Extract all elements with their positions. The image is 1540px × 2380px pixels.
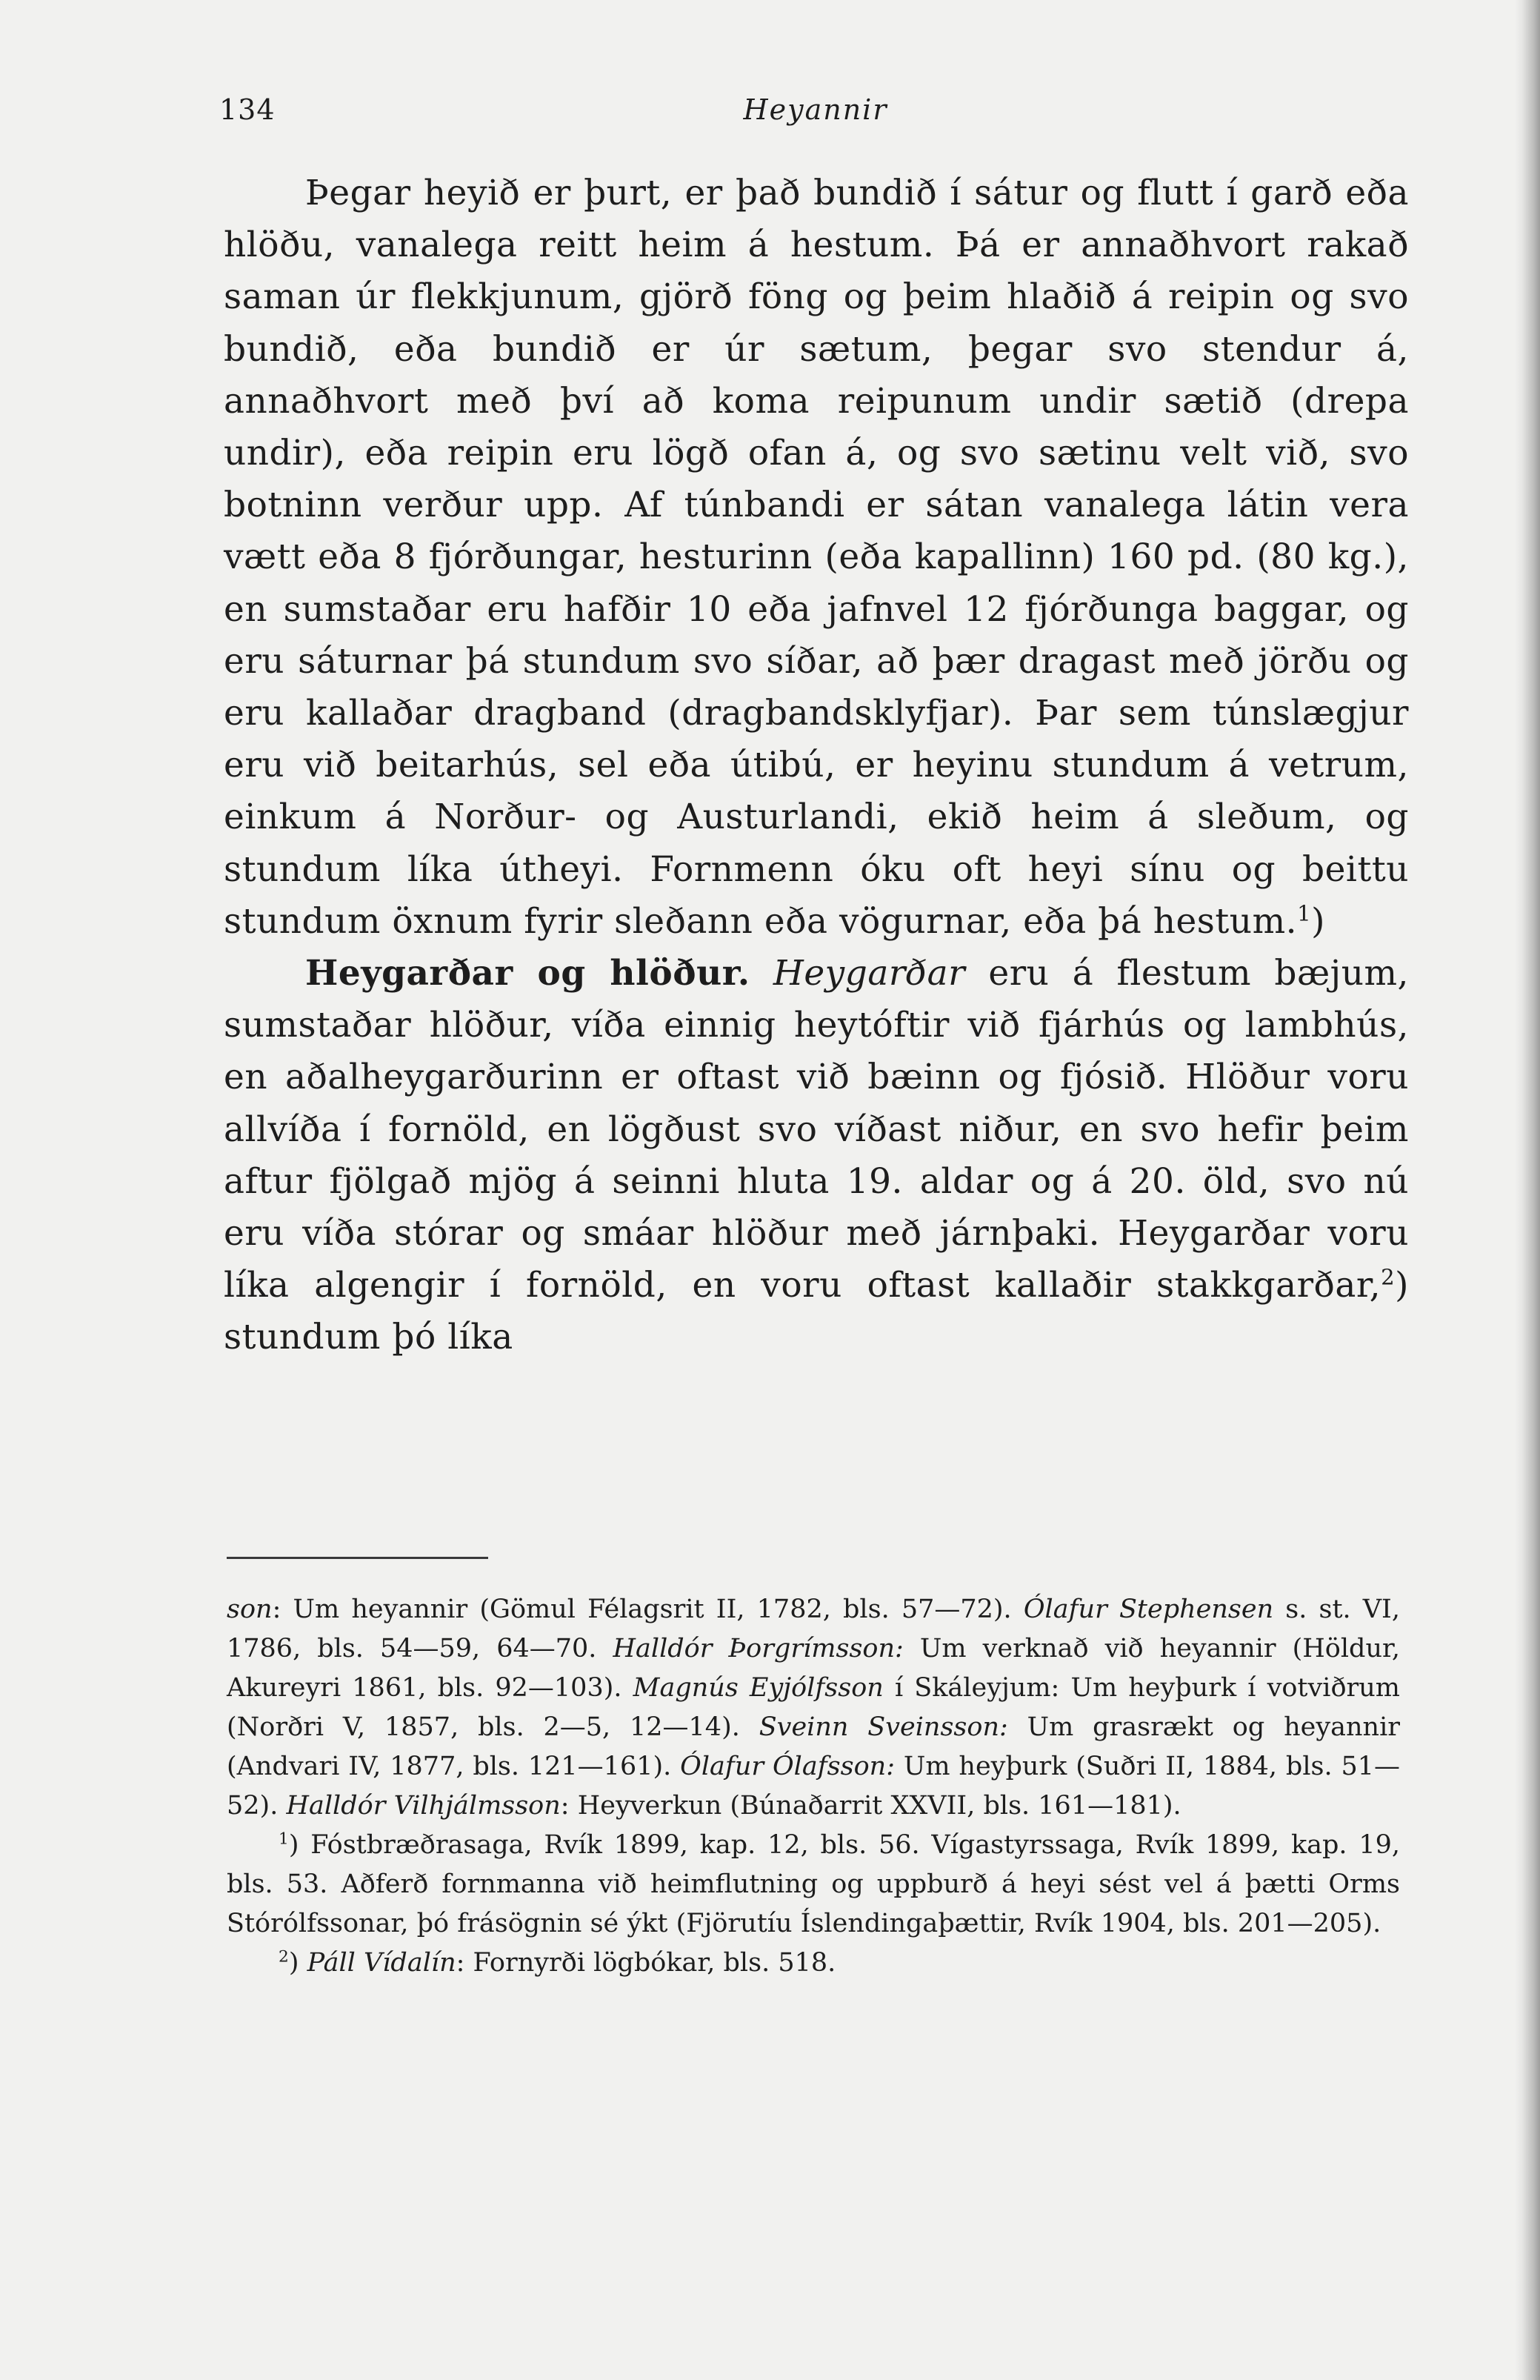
author-name: Halldór Þorgrímsson:: [613, 1634, 904, 1663]
author-name: son: [227, 1595, 273, 1624]
paragraph-text: eru á flestum bæjum, sumstaðar hlöður, víða einnig heytóftir við fjárhús og lambhús, en aðalheygarðurinn er oftast við bæinn og fjósið. Hlöður voru allvíða í fornöld, en lögðust svo víðast niður, en svo hefir þeim aftur fjölgað mjög á seinni hluta 19. aldar og á 20. öld, svo nú eru víða stórar og smáar hlöður með járnþaki. Heygarðar voru líka algengir í fornöld, en voru oftast kallaðir stakkgarðar,: [224, 953, 1409, 1306]
footnote-text: : Um heyannir (Gömul Félagsrit II, 1782, bls. 57—72).: [272, 1595, 1024, 1624]
footnote-text: : Fornyrði lögbókar, bls. 518.: [456, 1948, 836, 1978]
footnote-mark: 1: [279, 1829, 289, 1849]
paragraph-text: Þegar heyið er þurt, er það bundið í sátur og flutt í garð eða hlöðu, vanalega reitt heim á hestum. Þá er annaðhvort rakað saman úr flekkjunum, gjörð föng og þeim hlaðið á reipin og svo bundið, eða bundið er úr sætum, þegar svo stendur á, annaðhvort með því að koma reipunum undir sætið (drepa undir), eða reipin eru lögð ofan á, og svo sætinu velt við, svo botninn verður upp. Af túnbandi er sátan vanalega látin vera vætt eða 8 fjórðungar, hesturinn (eða kapallinn) 160 pd. (80 kg.), en sumstaðar eru hafðir 10 eða jafnvel 12 fjórðunga baggar, og eru sáturnar þá stundum svo síðar, að þær dragast með jörðu og eru kallaðar dragband (dragbandsklyfjar). Þar sem túnslægjur eru við beitarhús, sel eða útibú, er heyinu stundum á vetrum, einkum á Norður- og Austurlandi, ekið heim á sleðum, og stundum líka útheyi. Fornmenn óku oft heyi sínu og beittu stundum öxnum fyrir sleðann eða vögurnar, eða þá hestum.: [224, 173, 1409, 942]
footnote-ref: 2: [1381, 1264, 1396, 1290]
footnote-ref: 1: [1297, 900, 1312, 926]
footnote-text: ) Fóstbræðrasaga, Rvík 1899, kap. 12, bls. 56. Vígastyrssaga, Rvík 1899, kap. 19, bls. 53. Aðferð fornmanna við heimflutning og uppburð á heyi sést vel á þætti Orms Stórólfssonar, þó frásögnin sé ýkt (Fjörutíu Íslendingaþættir, Rvík 1904, bls. 201—205).: [227, 1830, 1400, 1938]
author-name: Ólafur Stephensen: [1023, 1595, 1274, 1624]
author-name: Magnús Eyjólfsson: [633, 1673, 884, 1703]
section-heading: Heygarðar og hlöður.: [305, 953, 750, 994]
footnote-text: ): [288, 1948, 307, 1978]
page-number: 134: [219, 93, 276, 126]
footnote-text: Um heyþurk (Suðri II, 1884, bls. 51—52).: [227, 1752, 1400, 1821]
footnote-text: Um grasrækt og heyannir (Andvari IV, 1877, bls. 121—161).: [227, 1712, 1400, 1781]
paragraph-transport: [224, 167, 1409, 948]
footnote-ref-paren: ): [1311, 900, 1325, 942]
author-name: Halldór Vilhjálmsson: [286, 1791, 561, 1821]
footnote-2: [227, 1944, 1400, 1983]
footnote-continuation: [227, 1590, 1400, 1826]
footnote-1: [227, 1826, 1400, 1944]
footnote-text: Um verknað við heyannir (Höldur, Akureyri 1861, bls. 92—103).: [227, 1634, 1401, 1703]
footnote-mark: 2: [279, 1947, 289, 1967]
author-name: Sveinn Sveinsson:: [759, 1712, 1008, 1742]
footnote-text: s. st. VI, 1786, bls. 54—59, 64—70.: [227, 1595, 1401, 1663]
page-header: [219, 87, 1412, 132]
paragraph-heygardar: [224, 948, 1409, 1364]
author-name: Ólafur Ólafsson:: [680, 1752, 896, 1781]
author-name: Páll Vídalín: [307, 1948, 456, 1978]
paragraph-text-end: ) stundum þó líka: [224, 1265, 1409, 1358]
running-head: Heyannir: [743, 93, 888, 126]
page-edge-shadow: [1515, 0, 1540, 2380]
footnote-divider: [227, 1557, 488, 1559]
footnotes: [227, 1590, 1400, 1983]
footnote-text: í Skáleyjum: Um heyþurk í votviðrum (Norðri V, 1857, bls. 2—5, 12—14).: [227, 1673, 1400, 1742]
footnote-text: : Heyverkun (Búnaðarrit XXVII, bls. 161—181).: [560, 1791, 1181, 1821]
italic-term: Heygarðar: [773, 953, 966, 994]
main-text: [224, 167, 1409, 1364]
